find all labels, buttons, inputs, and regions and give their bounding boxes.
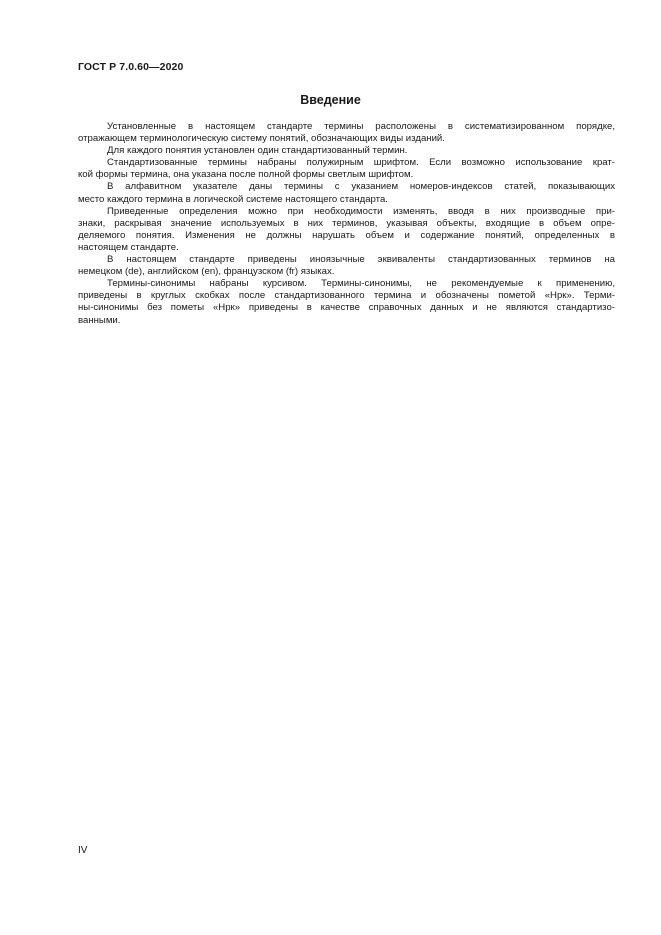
- text-line: ны-синонимы без пометы «Нрк» приведены в качестве справочных данных и не являются стандартизо-: [78, 302, 615, 314]
- text-line: кой формы термина, она указана после полной формы светлым шрифтом.: [78, 169, 414, 181]
- text-line: место каждого термина в логической системе настоящего стандарта.: [78, 193, 388, 205]
- text-line: настоящем стандарте.: [78, 241, 179, 253]
- text-line: Приведенные определения можно при необходимости изменять, вводя в них производные при-: [107, 205, 615, 217]
- text-line: приведены в круглых скобках после стандартизованного термина и обозначены пометой «Нрк». Терми-: [78, 290, 615, 302]
- text-line: немецком (de), английском (en), французском (fr) языках.: [78, 266, 335, 278]
- text-line: В настоящем стандарте приведены иноязычные эквиваленты стандартизованных терминов на: [107, 254, 615, 266]
- text-line: отражающем терминологическую систему понятий, обозначающих виды изданий.: [78, 133, 445, 145]
- text-line: деляемого понятия. Изменения не должны нарушать объем и содержание понятий, определенных в: [78, 229, 615, 241]
- body-text: [78, 121, 615, 327]
- text-line: В алфавитном указателе даны термины с указанием номеров-индексов статей, показывающих: [107, 181, 615, 193]
- page-number: IV: [78, 845, 88, 856]
- text-line: Стандартизованные термины набраны полужирным шрифтом. Если возможно использование крат-: [107, 157, 615, 169]
- paragraph: [78, 145, 615, 157]
- text-line: Термины-синонимы набраны курсивом. Термины-синонимы, не рекомендуемые к применению,: [107, 278, 615, 290]
- paragraph: [78, 157, 615, 181]
- text-line: ванными.: [78, 314, 121, 326]
- text-line: Установленные в настоящем стандарте термины расположены в систематизированном порядке,: [107, 121, 615, 132]
- paragraph: [78, 121, 615, 145]
- paragraph: [78, 254, 615, 278]
- text-line: Для каждого понятия установлен один стандартизованный термин.: [107, 145, 408, 157]
- section-title: Введение: [300, 93, 361, 107]
- paragraph: [78, 181, 615, 205]
- text-line: знаки, раскрывая значение используемых в них терминов, указывая объекты, входящие в объем опре-: [78, 217, 615, 229]
- document-code: ГОСТ Р 7.0.60—2020: [78, 61, 184, 73]
- paragraph: [78, 278, 615, 326]
- paragraph: [78, 206, 615, 254]
